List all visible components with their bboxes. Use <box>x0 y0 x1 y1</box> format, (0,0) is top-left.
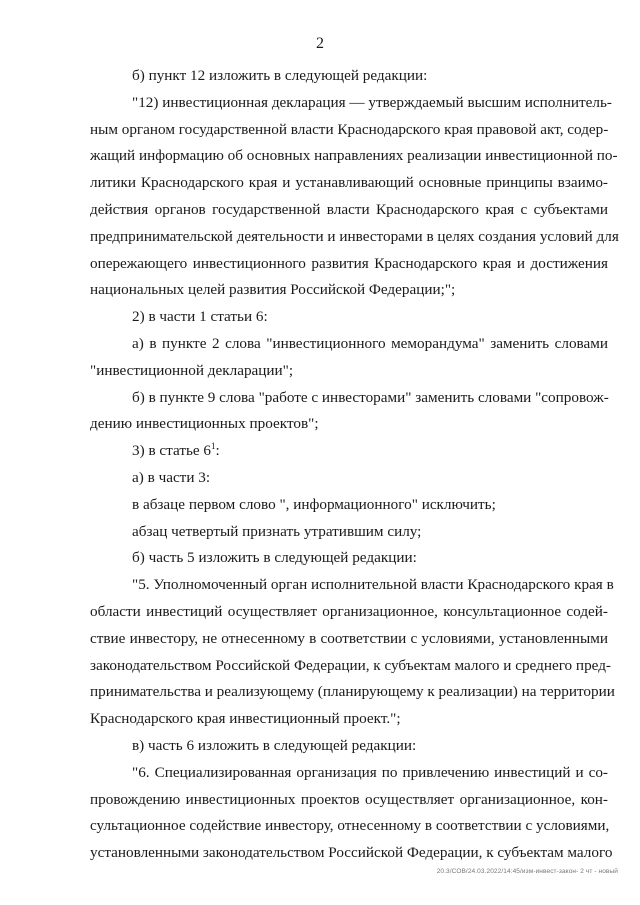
text-line: дению инвестиционных проектов"; <box>90 415 319 433</box>
paragraph <box>90 572 615 733</box>
text-line: в) часть 6 изложить в следующей редакции: <box>132 736 417 754</box>
paragraph <box>90 519 608 546</box>
text-line: "6. Специализированная организация по привлечению инвестиций и со- <box>132 763 608 781</box>
text-line: принимательства и реализующему (планирующему к реализации) на территории <box>90 683 615 701</box>
paragraph <box>90 63 608 90</box>
paragraph <box>90 438 608 465</box>
text-line: Краснодарского края инвестиционный проект."; <box>90 710 401 728</box>
text-line: "5. Уполномоченный орган исполнительной власти Краснодарского края в <box>132 576 614 594</box>
text-line: ствие инвестору, не отнесенному в соответствии с условиями, установленными <box>90 629 608 647</box>
text-line: 3) в статье $6^1$: <box>132 441 220 460</box>
text-line: "12) инвестиционная декларация — утверждаемый высшим исполнитель- <box>132 93 612 111</box>
text-line: "инвестиционной декларации"; <box>90 361 294 379</box>
document-body <box>90 63 619 867</box>
paragraph <box>90 760 613 867</box>
text-line: опережающего инвестиционного развития Краснодарского края и достижения <box>90 254 608 272</box>
text-suffix: : <box>215 442 220 460</box>
paragraph <box>90 492 608 519</box>
text-line: жащий информацию об основных направлениях реализации инвестиционной по- <box>90 147 618 165</box>
paragraph <box>90 331 608 385</box>
superscript: 1 <box>211 441 216 452</box>
text-line: национальных целей развития Российской Федерации;"; <box>90 281 456 299</box>
text-line: б) в пункте 9 слова "работе с инвесторами" заменить словами "сопровож- <box>132 388 609 406</box>
paragraph <box>90 385 608 439</box>
text-line: действия органов государственной власти Краснодарского края с субъектами <box>90 200 608 218</box>
text-line: провождению инвестиционных проектов осуществляет организационное, кон- <box>90 790 608 808</box>
paragraph <box>90 733 608 760</box>
page-number: 2 <box>316 35 324 52</box>
text-line: 2) в части 1 статьи 6: <box>132 308 268 326</box>
text-line: установленными законодательством Российской Федерации, к субъектам малого <box>90 844 613 862</box>
text-line: ным органом государственной власти Краснодарского края правовой акт, содер- <box>90 120 609 138</box>
text-line: области инвестиций осуществляет организационное, консультационное содей- <box>90 602 608 620</box>
text-line: а) в пункте 2 слова "инвестиционного меморандума" заменить словами <box>132 334 608 352</box>
paragraph <box>90 304 608 331</box>
text-line: сультационное содействие инвестору, отнесенному в соответствии с условиями, <box>90 817 610 835</box>
text-line: б) часть 5 изложить в следующей редакции: <box>132 549 417 567</box>
text-line: б) пункт 12 изложить в следующей редакции: <box>132 67 428 84</box>
text-line: законодательством Российской Федерации, к субъектам малого и среднего пред- <box>90 656 611 674</box>
text-line: в абзаце первом слово ", информационного" исключить; <box>132 495 496 513</box>
text-line: предпринимательской деятельности и инвесторами в целях создания условий для <box>90 227 619 245</box>
footer-file-reference: 20.3/СОВ/24.03.2022/14:45/изм-инвест-закон- 2 чт - новый <box>436 868 618 875</box>
paragraph <box>90 90 619 304</box>
text-line: а) в части 3: <box>132 468 211 486</box>
text-line: литики Краснодарского края и устанавливающий основные принципы взаимо- <box>90 174 608 192</box>
paragraph <box>90 465 608 492</box>
paragraph <box>90 545 608 572</box>
text-line: абзац четвертый признать утратившим силу; <box>132 522 422 540</box>
